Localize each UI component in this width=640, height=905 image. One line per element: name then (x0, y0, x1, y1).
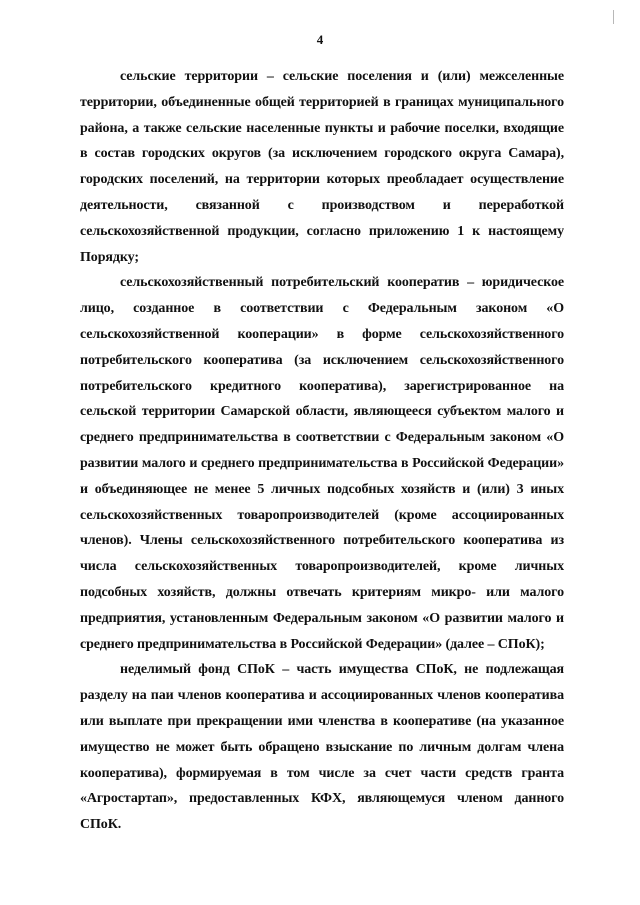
scan-artifact-mark (613, 10, 614, 24)
document-body (80, 64, 564, 838)
paragraph-agricultural-cooperative: сельскохозяйственный потребительский кооператив – юридическое лицо, созданное в соответствии с Федеральным законом «О сельскохозяйственной кооперации» в форме сельскохозяйственного потребительского кооператива (за исключением сельскохозяйственного потребительского кредитного кооператива), зарегистрированное на сельской территории Самарской области, являющееся субъектом малого и среднего предпринимательства в соответствии с Федеральным законом «О развитии малого и среднего предпринимательства в Российской Федерации» и объединяющее не менее 5 личных подсобных хозяйств и (или) 3 иных сельскохозяйственных товаропроизводителей (кроме ассоциированных членов). Члены сельскохозяйственного потребительского кооператива из числа сельскохозяйственных товаропроизводителей, кроме личных подсобных хозяйств, должны отвечать критериям микро- или малого предприятия, установленным Федеральным законом «О развитии малого и среднего предпринимательства в Российской Федерации» (далее – СПоК); (80, 275, 564, 652)
paragraph-rural-territories: сельские территории – сельские поселения и (или) межселенные территории, объединенные общей территорией в границах муниципального района, а также сельские населенные пункты и рабочие поселки, входящие в состав городских округов (за исключением городского округа Самара), городских поселений, на территории которых преобладает осуществление деятельности, связанной с производством и переработкой сельскохозяйственной продукции, согласно приложению 1 к настоящему Порядку; (80, 69, 564, 265)
page-number: 4 (316, 32, 324, 47)
paragraph-indivisible-fund: неделимый фонд СПоК – часть имущества СПоК, не подлежащая разделу на паи членов кооператива и ассоциированных членов кооператива или выплате при прекращении ими членства в кооперативе (на указанное имущество не может быть обращено взыскание по личным долгам члена кооператива), формируемая в том числе за счет части средств гранта «Агростартап», предоставленных КФХ, являющемуся членом данного СПоК. (80, 662, 564, 833)
